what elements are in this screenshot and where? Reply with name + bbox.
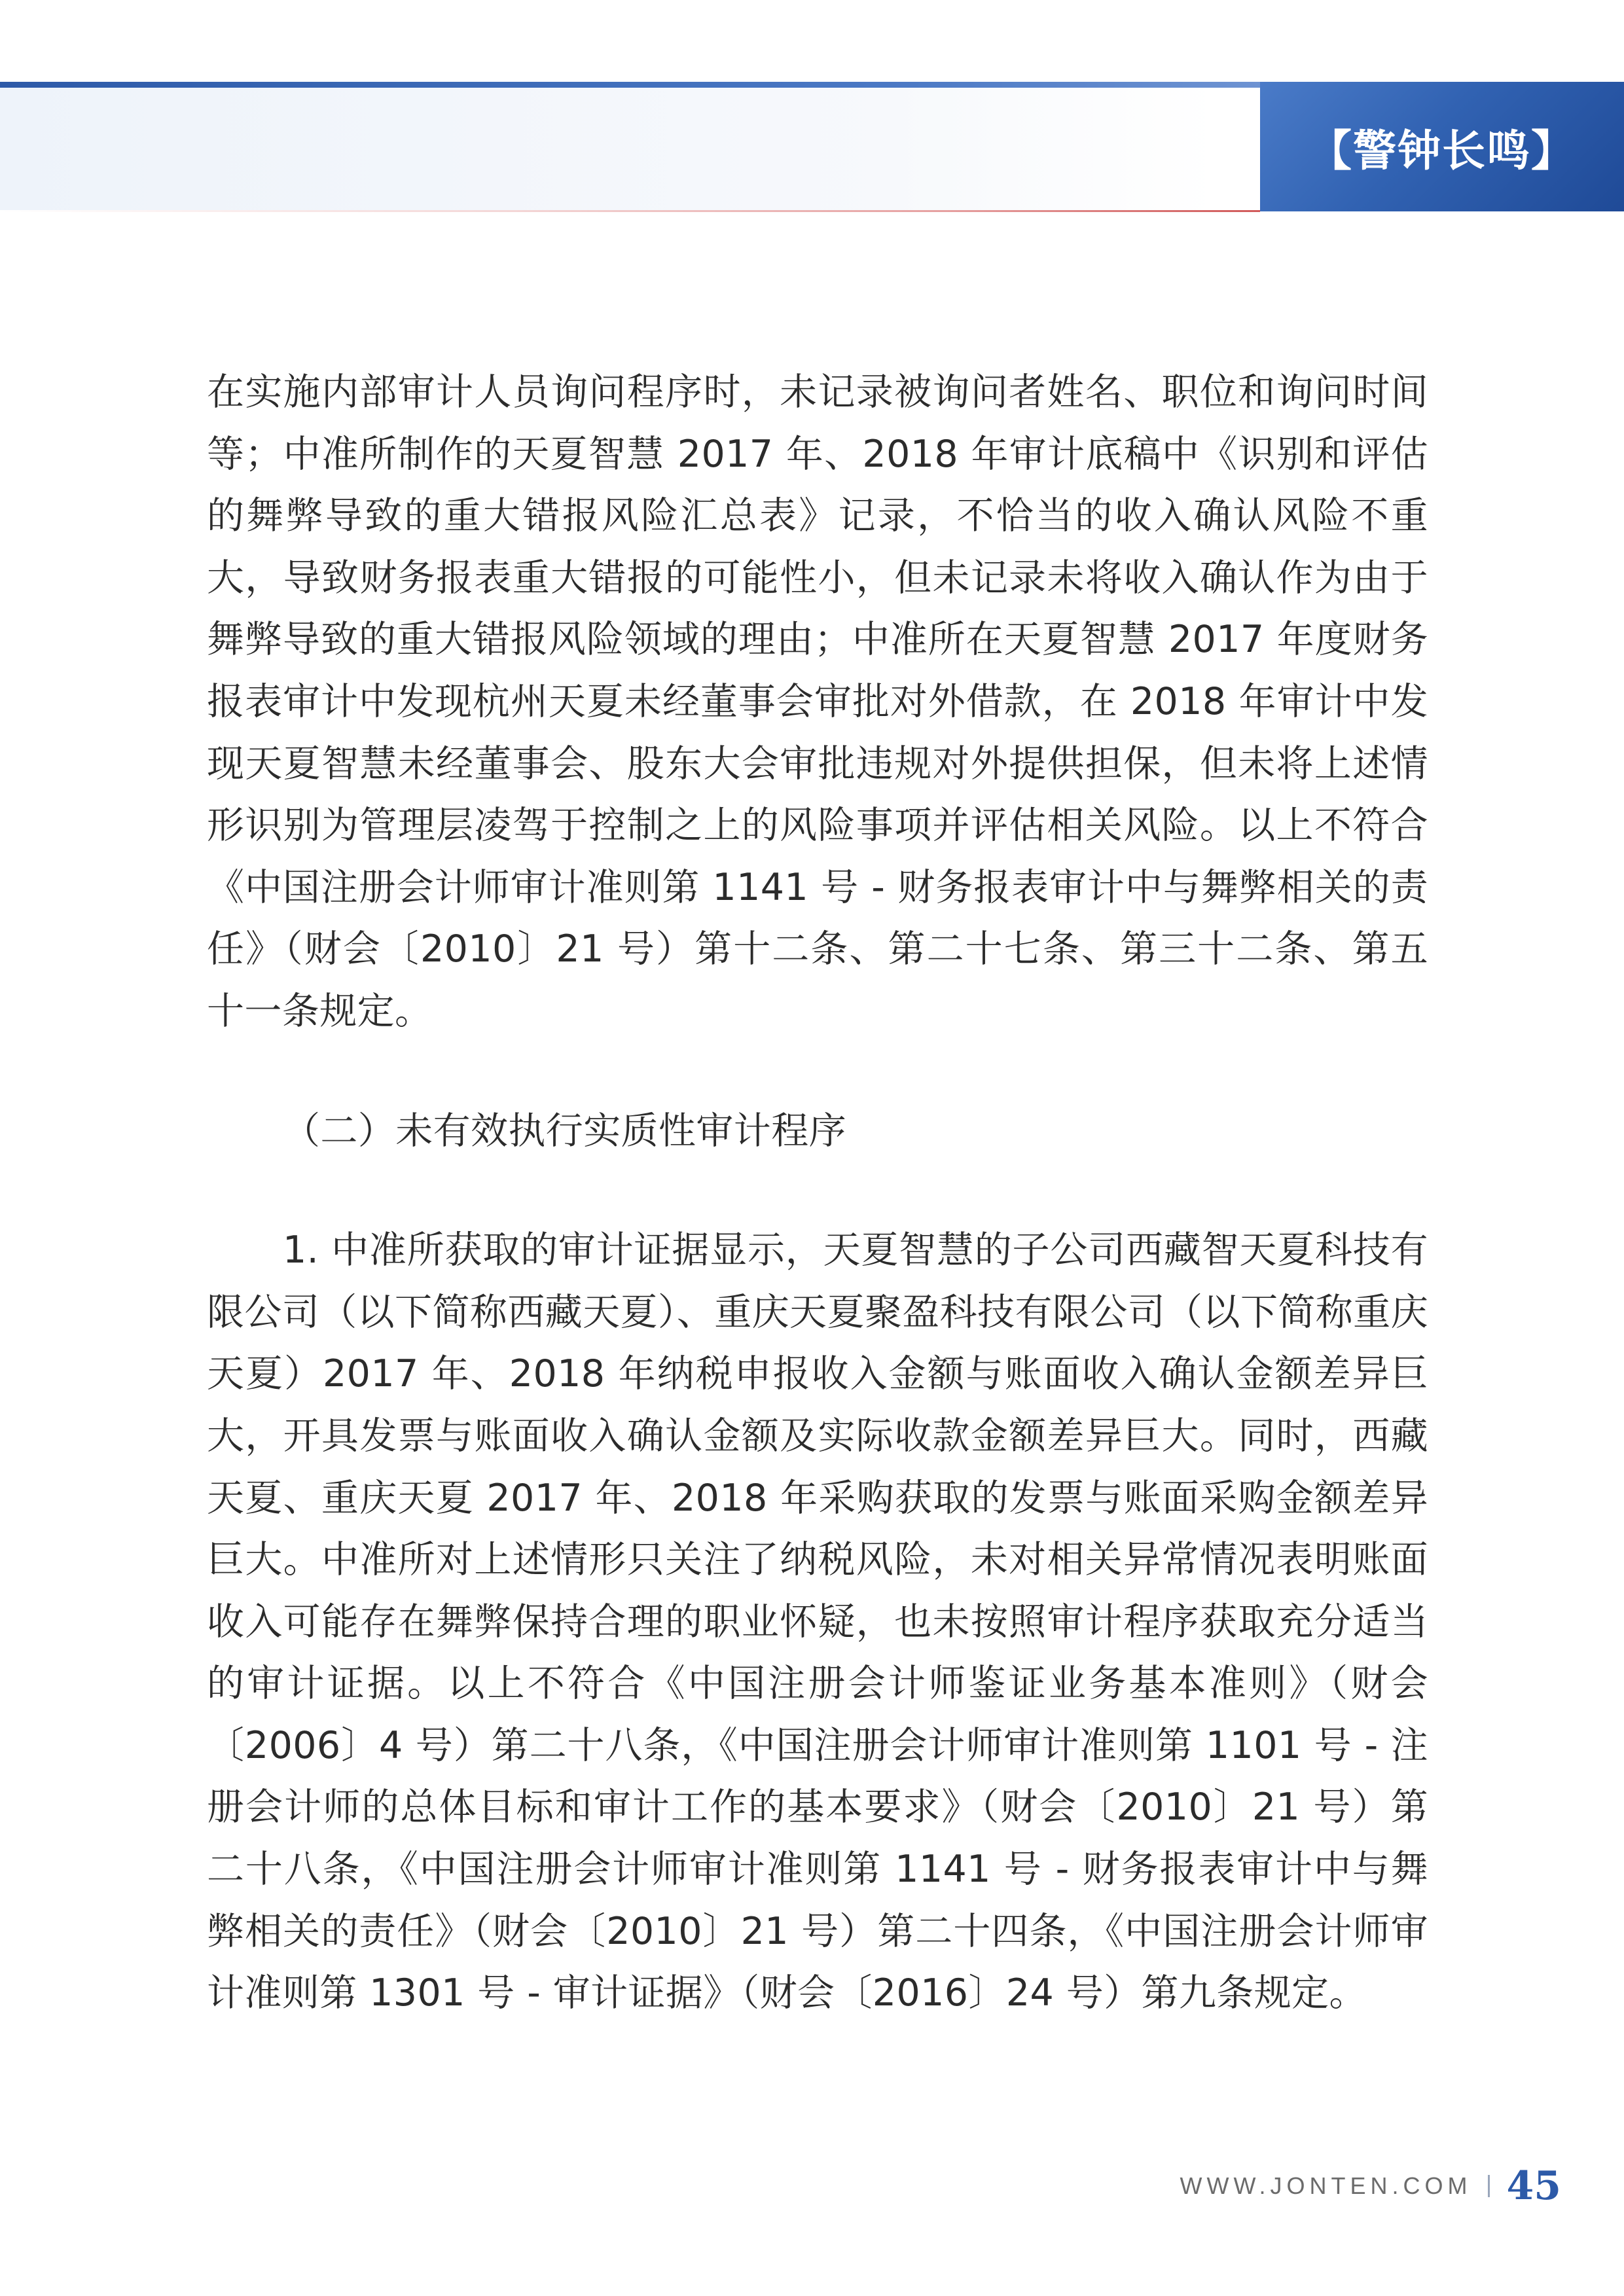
article-body bbox=[207, 361, 1428, 2024]
paragraph-2: 1. 中准所获取的审计证据显示，天夏智慧的子公司西藏智天夏科技有限公司（以下简称西藏天夏）、重庆天夏聚盈科技有限公司（以下简称重庆天夏）2017 年、2018 年纳税申报收入金额与账面收入确认金额差异巨大，开具发票与账面收入确认金额及实际收款金额差异巨大。同时，西藏天夏、重庆天夏 2017 年、2018 年采购获取的发票与账面采购金额差异巨大。中准所对上述情形只关注了纳税风险，未对相关异常情况表明账面收入可能存在舞弊保持合理的职业怀疑，也未按照审计程序获取充分适当的审计证据。以上不符合《中国注册会计师鉴证业务基本准则》（财会〔2006〕4 号）第二十八条，《中国注册会计师审计准则第 1101 号 - 注册会计师的总体目标和审计工作的基本要求》（财会〔2010〕21 号）第二十八条，《中国注册会计师审计准则第 1141 号 - 财务报表审计中与舞弊相关的责任》（财会〔2010〕21 号）第二十四条，《中国注册会计师审计准则第 1301 号 - 审计证据》（财会〔2016〕24 号）第九条规定。 bbox=[207, 1229, 1428, 2015]
header-bottom-rule bbox=[0, 210, 1260, 212]
header-top-rule bbox=[0, 82, 1260, 88]
section-tag-label: 【警钟长鸣】 bbox=[1308, 124, 1576, 176]
paragraph-1: 在实施内部审计人员询问程序时，未记录被询问者姓名、职位和询问时间等；中准所制作的天夏智慧 2017 年、2018 年审计底稿中《识别和评估的舞弊导致的重大错报风险汇总表》记录，不恰当的收入确认风险不重大，导致财务报表重大错报的可能性小，但未记录未将收入确认作为由于舞弊导致的重大错报风险领域的理由；中准所在天夏智慧 2017 年度财务报表审计中发现杭州天夏未经董事会审批对外借款，在 2018 年审计中发现天夏智慧未经董事会、股东大会审批违规对外提供担保，但未将上述情形识别为管理层凌驾于控制之上的风险事项并评估相关风险。以上不符合《中国注册会计师审计准则第 1141 号 - 财务报表审计中与舞弊相关的责任》（财会〔2010〕21 号）第十二条、第二十七条、第三十二条、第五十一条规定。 bbox=[207, 370, 1428, 1033]
page-footer bbox=[1180, 2160, 1561, 2212]
page-number: 45 bbox=[1506, 2163, 1561, 2209]
section-heading: （二）未有效执行实质性审计程序 bbox=[283, 1109, 846, 1153]
footer-divider bbox=[1488, 2175, 1490, 2197]
section-tag bbox=[1260, 82, 1624, 211]
footer-website-link[interactable]: WWW.JONTEN.COM bbox=[1180, 2172, 1472, 2199]
